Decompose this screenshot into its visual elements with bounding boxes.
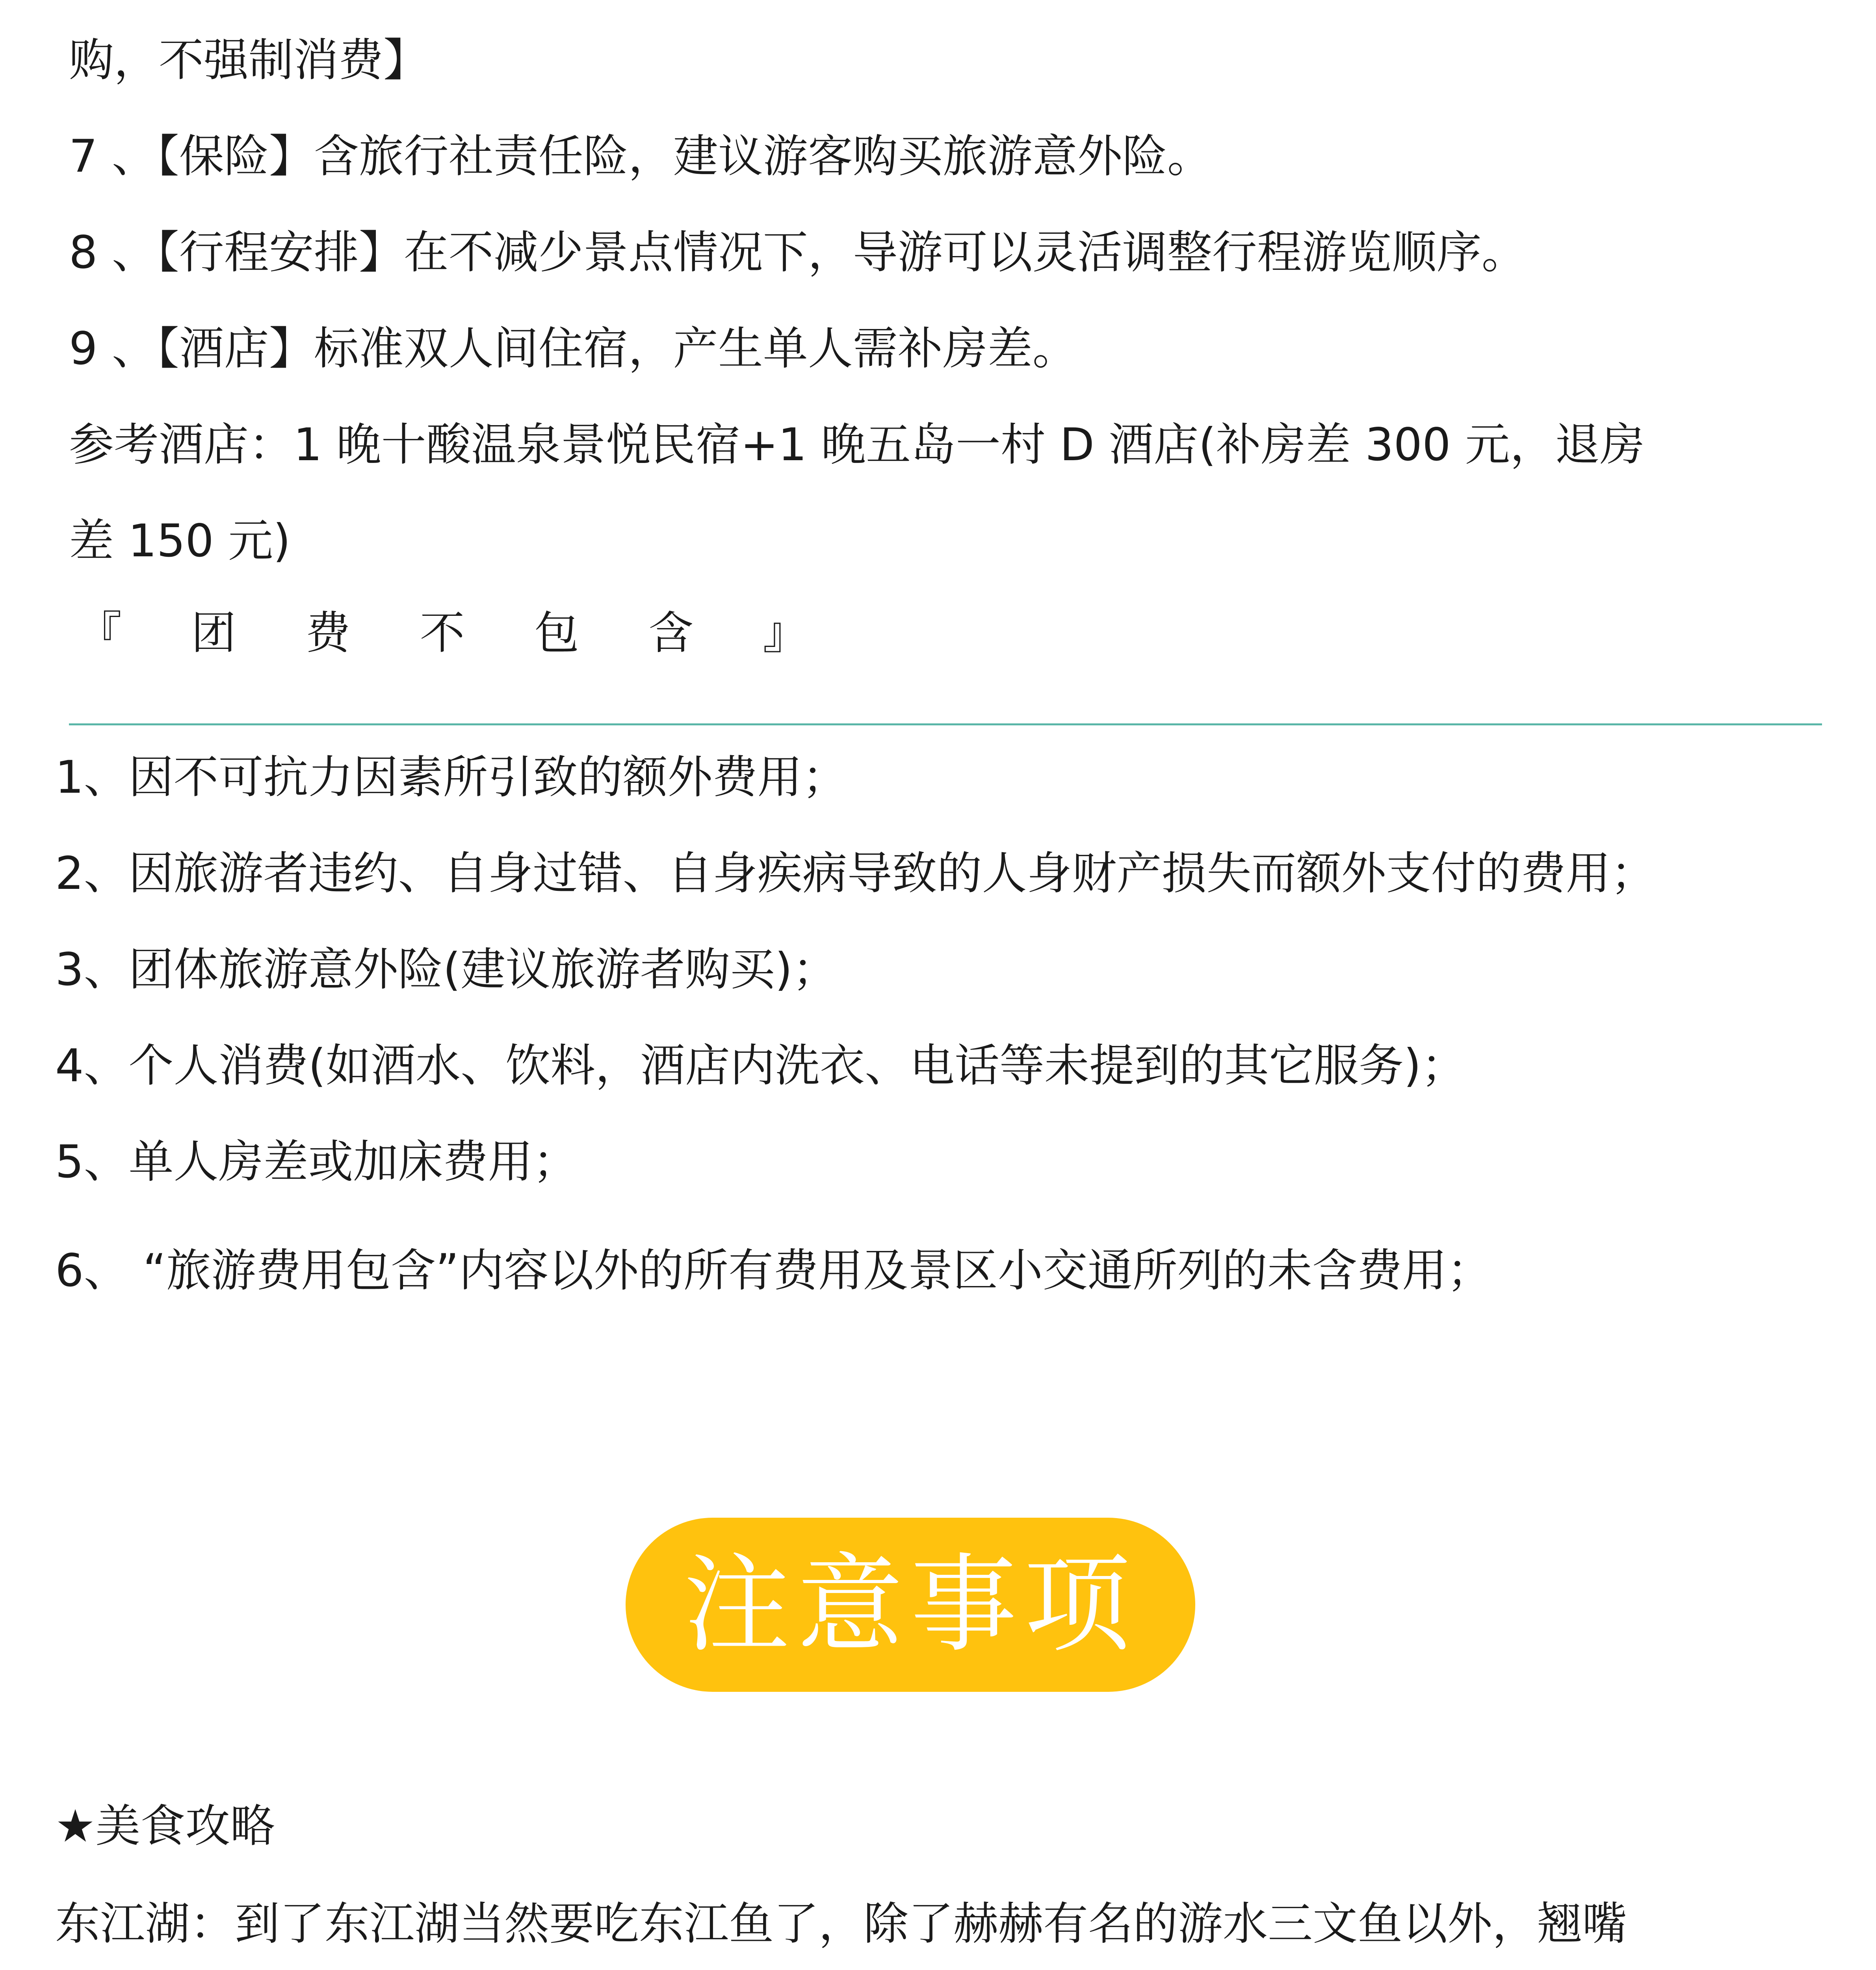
excludes-item-2: 2、因旅游者违约、自身过错、自身疾病导致的人身财产损失而额外支付的费用； bbox=[55, 847, 1656, 900]
excludes-item-3: 3、团体旅游意外险(建议旅游者购买)； bbox=[55, 943, 838, 996]
excludes-item-4: 4、个人消费(如酒水、饮料，酒店内洗衣、电话等未提到的其它服务)； bbox=[55, 1039, 1466, 1092]
food-guide-line-1: 东江湖：到了东江湖当然要吃东江鱼了，除了赫赫有名的游水三文鱼以外，翘嘴 bbox=[55, 1898, 1627, 1950]
notice-banner-label: 注意事项 bbox=[684, 1543, 1137, 1667]
includes-line-1: 购，不强制消费】 bbox=[69, 34, 429, 86]
includes-line-ref-hotel: 参考酒店：1 晚十酸温泉景悦民宿+1 晚五岛一村 D 酒店(补房差 300 元，退房 bbox=[69, 418, 1645, 471]
includes-line-itinerary: 8 、【行程安排】在不减少景点情况下，导游可以灵活调整行程游览顺序。 bbox=[69, 226, 1527, 279]
excludes-item-5: 5、单人房差或加床费用； bbox=[55, 1136, 578, 1188]
includes-line-insurance: 7 、【保险】含旅行社责任险，建议游客购买旅游意外险。 bbox=[69, 130, 1212, 182]
excludes-item-1: 1、因不可抗力因素所引致的额外费用； bbox=[55, 751, 847, 803]
includes-line-ref-hotel-cont: 差 150 元) bbox=[69, 515, 291, 567]
includes-line-hotel: 9 、【酒店】标准双人间住宿，产生单人需补房差。 bbox=[69, 322, 1077, 375]
excludes-heading: 『 团 费 不 包 含 』 bbox=[77, 607, 836, 659]
notice-banner bbox=[626, 1518, 1195, 1692]
food-guide-heading: ★美食攻略 bbox=[55, 1800, 275, 1852]
excludes-item-6: 6、 “旅游费用包含”内容以外的所有费用及景区小交通所列的未含费用； bbox=[55, 1244, 1492, 1297]
section-divider bbox=[69, 723, 1822, 725]
